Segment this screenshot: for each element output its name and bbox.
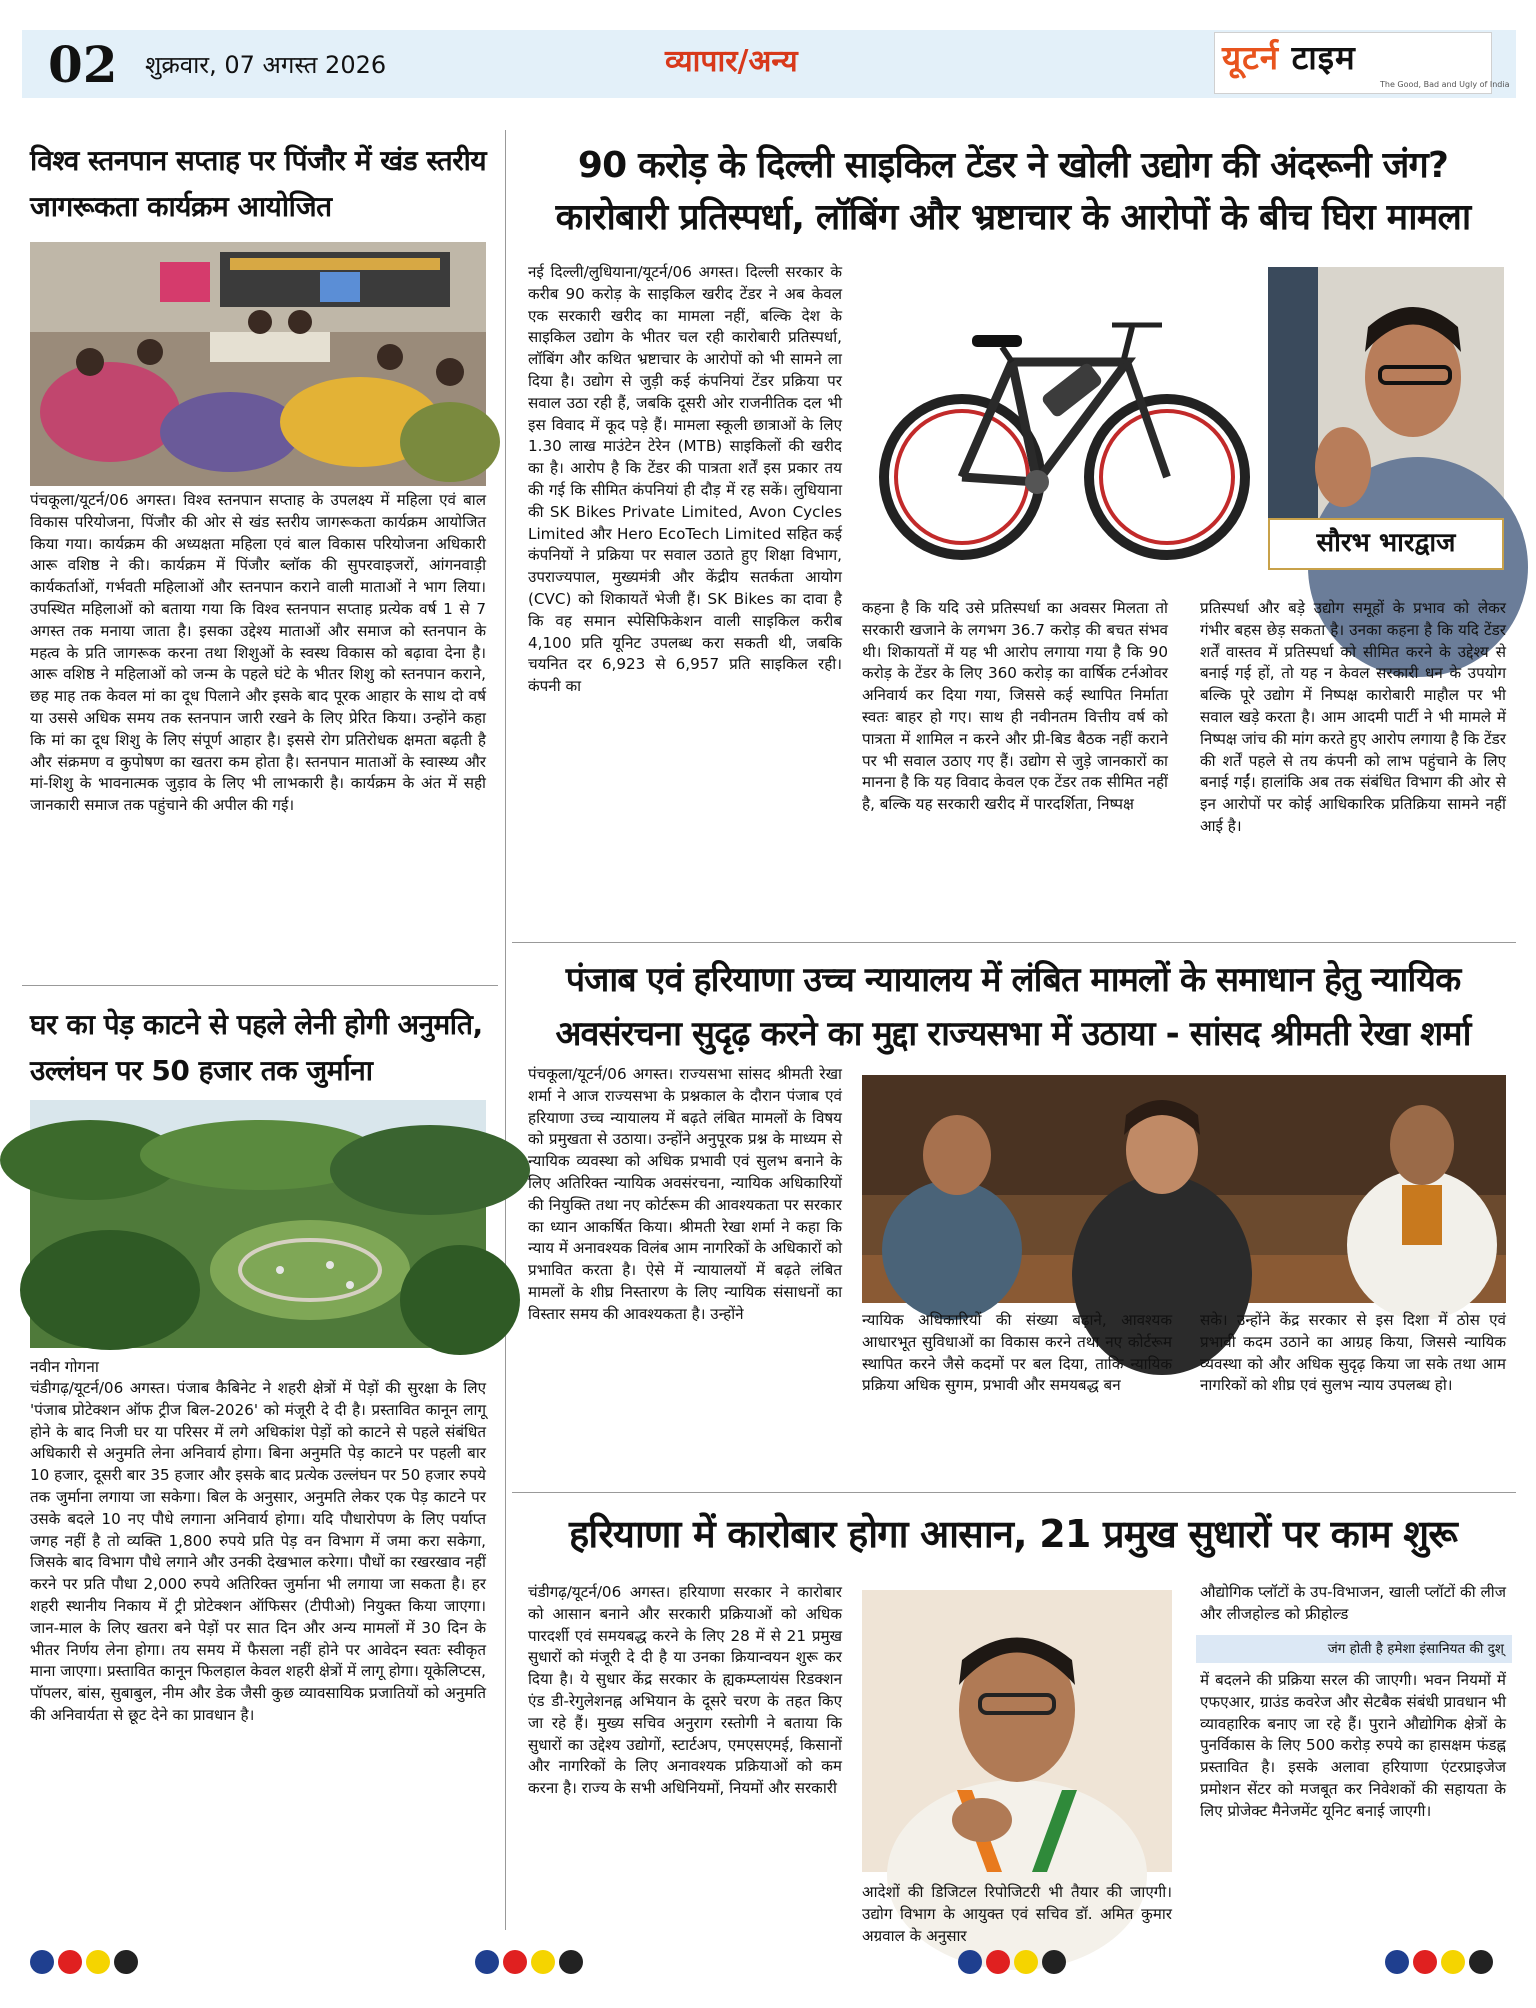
article2-col1: नई दिल्ली/लुधियाना/यूटर्न/06 अगस्त। दिल्ली सरकार के करीब 90 करोड़ के साइकिल खरीद टेंडर ने अब केवल एक सरकारी खरीद का मामला नहीं, बल्कि देश के साइकिल उद्योग के भीतर चल रही कारोबारी प्रतिस्पर्धा, लॉबिंग और कथित भ्रष्टाचार के आरोपों को भी सामने ला दिया है। उद्योग से जुड़ी कई कंपनियां टेंडर प्रक्रिया पर सवाल उठा रही हैं, जबकि दूसरी ओर राजनीतिक दल भी इस विवाद में कूद पड़े हैं। मामला स्कूली छात्राओं के लिए 1.30 लाख माउंटेन टेरेन (MTB) साइकिलों की खरीद का है। आरोप है कि टेंडर की पात्रता शर्तें इस प्रकार तय की गई कि सीमित कंपनियां ही दौड़ में रह सकें। लुधियाना की SK Bikes Private Limited, Avon Cycles Limited और Hero EcoTech Limited सहित कई कंपनियों ने प्रक्रिया पर सवाल उठाते हुए शिक्षा विभाग, उपराज्यपाल, मुख्यमंत्री और केंद्रीय सतर्कता आयोग (CVC) को शिकायतें भेजी हैं। SK Bikes का दावा है कि वह समान स्पेसिफिकेशन वाली साइकिल करीब 4,100 प्रति यूनिट उपलब्ध करा सकती थी, जबकि चयनित दर 6,923 से 6,957 प्रति साइकिल रही। कंपनी का — [528, 263, 842, 696]
article1-body: पंचकूला/यूटर्न/06 अगस्त। विश्व स्तनपान सप्ताह के उपलक्ष्य में महिला एवं बाल विकास परियोजना, पिंजौर की ओर से खंड स्तरीय जागरूकता कार्यक्रम आयोजित किया गया। कार्यक्रम की अध्यक्षता महिला एवं बाल विकास परियोजना अधिकारी आरू वशिष्ठ ने की। कार्यक्रम में पिंजौर ब्लॉक की सुपरवाइजरों, आंगनवाड़ी कार्यकर्ताओं, गर्भवती महिलाओं और स्तनपान कराने वाली माताओं ने भाग लिया। उपस्थित महिलाओं को बताया गया कि विश्व स्तनपान सप्ताह प्रत्येक वर्ष 1 से 7 अगस्त तक मनाया जाता है। इसका उद्देश्य माताओं और समाज को स्तनपान के महत्व के प्रति जागरूक करना तथा शिशुओं के स्वस्थ विकास को बढ़ावा देना है। आरू वशिष्ठ ने महिलाओं को जन्म के पहले घंटे के भीतर शिशु को स्तनपान कराने, छह माह तक केवल मां का दूध पिलाने और इसके बाद पूरक आहार के साथ दो वर्ष या उससे अधिक समय तक स्तनपान जारी रखने के लिए प्रेरित किया। उन्होंने कहा कि मां का दूध शिशु के लिए संपूर्ण आहार है। इससे रोग प्रतिरोधक क्षमता बढ़ती है और संक्रमण व कुपोषण का खतरा कम होता है। स्तनपान माताओं के स्वास्थ्य और मां-शिशु के भावनात्मक जुड़ाव के लिए भी लाभकारी है। कार्यक्रम के अंत में सही जानकारी समाज तक पहुंचाने की अपील की गई। — [30, 491, 486, 815]
logo-text — [1222, 34, 1484, 82]
article4-col2: न्यायिक अधिकारियों की संख्या बढ़ाने, आवश्यक आधारभूत सुविधाओं का विकास करने तथा नए कोर्टरूम स्थापित करने जैसे कदमों पर बल दिया, ताकि न्यायिक प्रक्रिया अधिक सुगम, प्रभावी और समयबद्ध बन — [862, 1311, 1172, 1395]
trees-aerial-photo — [30, 1100, 486, 1348]
article3-headline: घर का पेड़ काटने से पहले लेनी होगी अनुमति, उल्लंघन पर 50 हजार तक जुर्माना — [30, 1008, 483, 1087]
article1-headline: विश्व स्तनपान सप्ताह पर पिंजौर में खंड स्तरीय जागरूकता कार्यक्रम आयोजित — [30, 144, 487, 223]
blue-dot — [1385, 1950, 1409, 1974]
black-dot — [559, 1950, 583, 1974]
logo-part-2: टाइम — [1279, 38, 1356, 77]
yellow-dot — [1441, 1950, 1465, 1974]
yellow-dot — [1014, 1950, 1038, 1974]
logo-tagline: The Good, Bad and Ugly of India — [1380, 80, 1510, 89]
red-dot — [58, 1950, 82, 1974]
blue-dot — [475, 1950, 499, 1974]
black-dot — [1469, 1950, 1493, 1974]
quote-box: जंग होती है हमेशा इंसानियत की दुश् — [1196, 1635, 1512, 1663]
black-dot — [1042, 1950, 1066, 1974]
registration-marks — [1385, 1950, 1505, 1978]
breastfeeding-event-photo — [30, 242, 486, 486]
blue-dot — [30, 1950, 54, 1974]
article2-col2: कहना है कि यदि उसे प्रतिस्पर्धा का अवसर मिलता तो सरकारी खजाने के लगभग 36.7 करोड़ की बचत संभव थी। शिकायतों में यह भी आरोप लगाया गया है कि 90 करोड़ के टेंडर के लिए 360 करोड़ का वार्षिक टर्नओवर अनिवार्य कर दिया गया, जिससे कई स्थापित निर्माता स्वतः बाहर हो गए। साथ ही नवीनतम वित्तीय वर्ष को पात्रता में शामिल न करने और प्री-बिड बैठक नहीं कराने पर भी सवाल उठाए गए हैं। उद्योग से जुड़े जानकारों का मानना है कि यह विवाद केवल एक टेंडर तक सीमित नहीं है, बल्कि यह सरकारी खरीद में पारदर्शिता, निष्पक्ष — [862, 599, 1168, 814]
article5-col3a: औद्योगिक प्लॉटों के उप-विभाजन, खाली प्लॉटों की लीज और लीजहोल्ड को फ्रीहोल्ड — [1200, 1583, 1506, 1623]
article4-col1: पंचकूला/यूटर्न/06 अगस्त। राज्यसभा सांसद श्रीमती रेखा शर्मा ने आज राज्यसभा के प्रश्नकाल के दौरान पंजाब एवं हरियाणा उच्च न्यायालय में बढ़ते लंबित मामलों के विषय को प्रमुखता से उठाया। उन्होंने अनुपूरक प्रश्न के माध्यम से न्यायिक व्यवस्था को अधिक प्रभावी एवं सुलभ बनाने के लिए अतिरिक्त न्यायिक अवसंरचना, न्यायिक अधिकारियों की नियुक्ति तथा नए कोर्टरूम की आवश्यकता पर सरकार का ध्यान आकर्षित किया। श्रीमती रेखा शर्मा ने कहा कि न्याय में अनावश्यक विलंब आम नागरिकों के अधिकारों को प्रभावित करता है। ऐसे में न्यायालयों में बढ़ते लंबित मामलों के शीघ्र निस्तारण के लिए न्यायिक संसाधनों का विस्तार समय की आवश्यकता है। उन्होंने — [528, 1065, 842, 1323]
article3-byline: नवीन गोगना — [30, 1358, 99, 1376]
article5-col3b: में बदलने की प्रक्रिया सरल की जाएगी। भवन नियमों में एफएआर, ग्राउंड कवरेज और सेटबैक संबंधी प्रावधान भी व्यावहारिक बनाए जा रहे हैं। पुराने औद्योगिक क्षेत्रों के पुनर्विकास के लिए 500 करोड़ रुपये का हासक्षम फंडह्न प्रस्तावित है। इसके अलावा हरियाणा एंटरप्राइजेज प्रमोशन सेंटर को मजबूत कर निवेशकों की सहायता के लिए प्रोजेक्ट मैनेजमेंट यूनिट बनाई जाएगी। — [1200, 1671, 1506, 1820]
section-divider — [512, 1492, 1516, 1493]
article3-body: चंडीगढ़/यूटर्न/06 अगस्त। पंजाब कैबिनेट ने शहरी क्षेत्रों में पेड़ों की सुरक्षा के लिए 'पंजाब प्रोटेक्शन ऑफ ट्रीज बिल-2026' को मंजूरी दे दी है। प्रस्तावित कानून लागू होने के बाद निजी घर या परिसर में लगे अधिकांश पेड़ों को काटने से पहले संबंधित अधिकारी से अनुमति लेना अनिवार्य होगा। बिना अनुमति पेड़ काटने पर पहली बार 10 हजार, दूसरी बार 35 हजार और इसके बाद प्रत्येक उल्लंघन पर 50 हजार रुपये तक जुर्माना लगाया जा सकेगा। बिल के अनुसार, अनुमति लेकर एक पेड़ काटने पर उसके बदले 10 नए पौधे लगाना अनिवार्य होगा। यदि पौधारोपण के लिए पर्याप्त जगह नहीं है तो व्यक्ति 1,800 रुपये प्रति पेड़ वन विभाग में जमा करा सकेगा, जिसके बाद विभाग पौधे लगाने और उनकी देखभाल करेगा। पौधों का रखरखाव नहीं करने पर प्रति पौधा 2,000 रुपये अतिरिक्त जुर्माना भी लगाया जा सकता है। हर शहरी स्थानीय निकाय में ट्री प्रोटेक्शन ऑफिसर (टीपीओ) नियुक्त किया जाएगा। जान-माल के लिए खतरा बने पेड़ों पर सात दिन और अन्य मामलों में 30 दिन के भीतर निर्णय लेना होगा। तय समय में फैसला नहीं होने पर आवेदन स्वतः स्वीकृत माना जाएगा। प्रस्तावित कानून फिलहाल केवल शहरी क्षेत्रों में लागू होगा। यूकेलिप्टस, पॉपलर, बांस, सुबाबुल, नीम और डेक जैसी कुछ व्यावसायिक प्रजातियों को अनुमति की अनिवार्यता से छूट देने का प्रावधान है। — [30, 1379, 486, 1724]
red-dot — [1413, 1950, 1437, 1974]
article5-col2: आदेशों की डिजिटल रिपोजिटरी भी तैयार की जाएगी। उद्योग विभाग के आयुक्त एवं सचिव डॉ. अमित कुमार अग्रवाल के अनुसार — [862, 1883, 1172, 1945]
official-portrait-photo — [862, 1590, 1172, 1872]
article4-col3: सके। उन्होंने केंद्र सरकार से इस दिशा में ठोस एवं प्रभावी कदम उठाने का आग्रह किया, जिससे न्यायिक व्यवस्था को और अधिक सुदृढ़ किया जा सके तथा आम नागरिकों को शीघ्र एवं सुलभ न्याय उपलब्ध हो। — [1200, 1311, 1506, 1395]
article5-col1: चंडीगढ़/यूटर्न/06 अगस्त। हरियाणा सरकार ने कारोबार को आसान बनाने और सरकारी प्रक्रियाओं को अधिक पारदर्शी एवं समयबद्ध करने के लिए 28 में से 21 प्रमुख सुधारों को मंजूरी दे दी है या उनका क्रियान्वयन शुरू कर दिया है। ये सुधार केंद्र सरकार के ह्यकम्प्लायंस रिडक्शन एंड डी-रेगुलेशनह्न अभियान के दूसरे चरण के तहत किए जा रहे हैं। मुख्य सचिव अनुराग रस्तोगी ने बताया कि सुधारों का उद्देश्य उद्योगों, स्टार्टअप, एमएसएमई, किसानों और नागरिकों के लिए अनावश्यक प्रक्रियाओं को कम करना है। राज्य के सभी अधिनियमों, नियमों और सरकारी — [528, 1583, 842, 1798]
red-dot — [986, 1950, 1010, 1974]
registration-marks — [30, 1950, 150, 1978]
page-number: 02 — [48, 35, 118, 94]
logo-part-1: यूटर्न — [1222, 38, 1280, 77]
rajya-sabha-photo — [862, 1075, 1506, 1303]
section-divider — [22, 985, 498, 986]
photo-caption: सौरभ भारद्वाज — [1268, 518, 1504, 570]
yellow-dot — [86, 1950, 110, 1974]
article2-headline: 90 करोड़ के दिल्ली साइकिल टेंडर ने खोली उद्योग की अंदरूनी जंग? कारोबारी प्रतिस्पर्धा, लॉबिंग और भ्रष्टाचार के आरोपों के बीच घिरा मामला — [555, 145, 1471, 238]
blue-dot — [958, 1950, 982, 1974]
issue-date: शुक्रवार, 07 अगस्त 2026 — [145, 51, 387, 79]
article5-headline: हरियाणा में कारोबार होगा आसान, 21 प्रमुख सुधारों पर काम शुरू — [568, 1512, 1458, 1556]
section-title: व्यापार/अन्य — [665, 44, 798, 79]
article2-col3: प्रतिस्पर्धा और बड़े उद्योग समूहों के प्रभाव को लेकर गंभीर बहस छेड़ सकता है। उनका कहना है कि यदि टेंडर शर्तें वास्तव में प्रतिस्पर्धा को सीमित करने के उद्देश्य से बनाई गई हों, तो यह न केवल सरकारी धन के उपयोग बल्कि पूरे उद्योग में निष्पक्ष कारोबारी माहौल पर भी सवाल खड़े करता है। आम आदमी पार्टी ने भी मामले में निष्पक्ष जांच की मांग करते हुए आरोप लगाया है कि टेंडर की शर्तें पहले से तय कंपनी को लाभ पहुंचाने के लिए बनाई गईं। हालांकि अब तक संबंधित विभाग की ओर से इन आरोपों पर कोई आधिकारिक प्रतिक्रिया सामने नहीं आई है। — [1200, 599, 1506, 835]
column-divider — [505, 130, 506, 1930]
red-dot — [503, 1950, 527, 1974]
yellow-dot — [531, 1950, 555, 1974]
article4-headline: पंजाब एवं हरियाणा उच्च न्यायालय में लंबित मामलों के समाधान हेतु न्यायिक अवसंरचना सुदृढ़ करने का मुद्दा राज्यसभा में उठाया - सांसद श्रीमती रेखा शर्मा — [555, 960, 1471, 1054]
section-divider — [512, 942, 1516, 943]
registration-marks — [475, 1950, 595, 1978]
bicycle-photo — [862, 267, 1264, 589]
registration-marks — [958, 1950, 1078, 1978]
black-dot — [114, 1950, 138, 1974]
